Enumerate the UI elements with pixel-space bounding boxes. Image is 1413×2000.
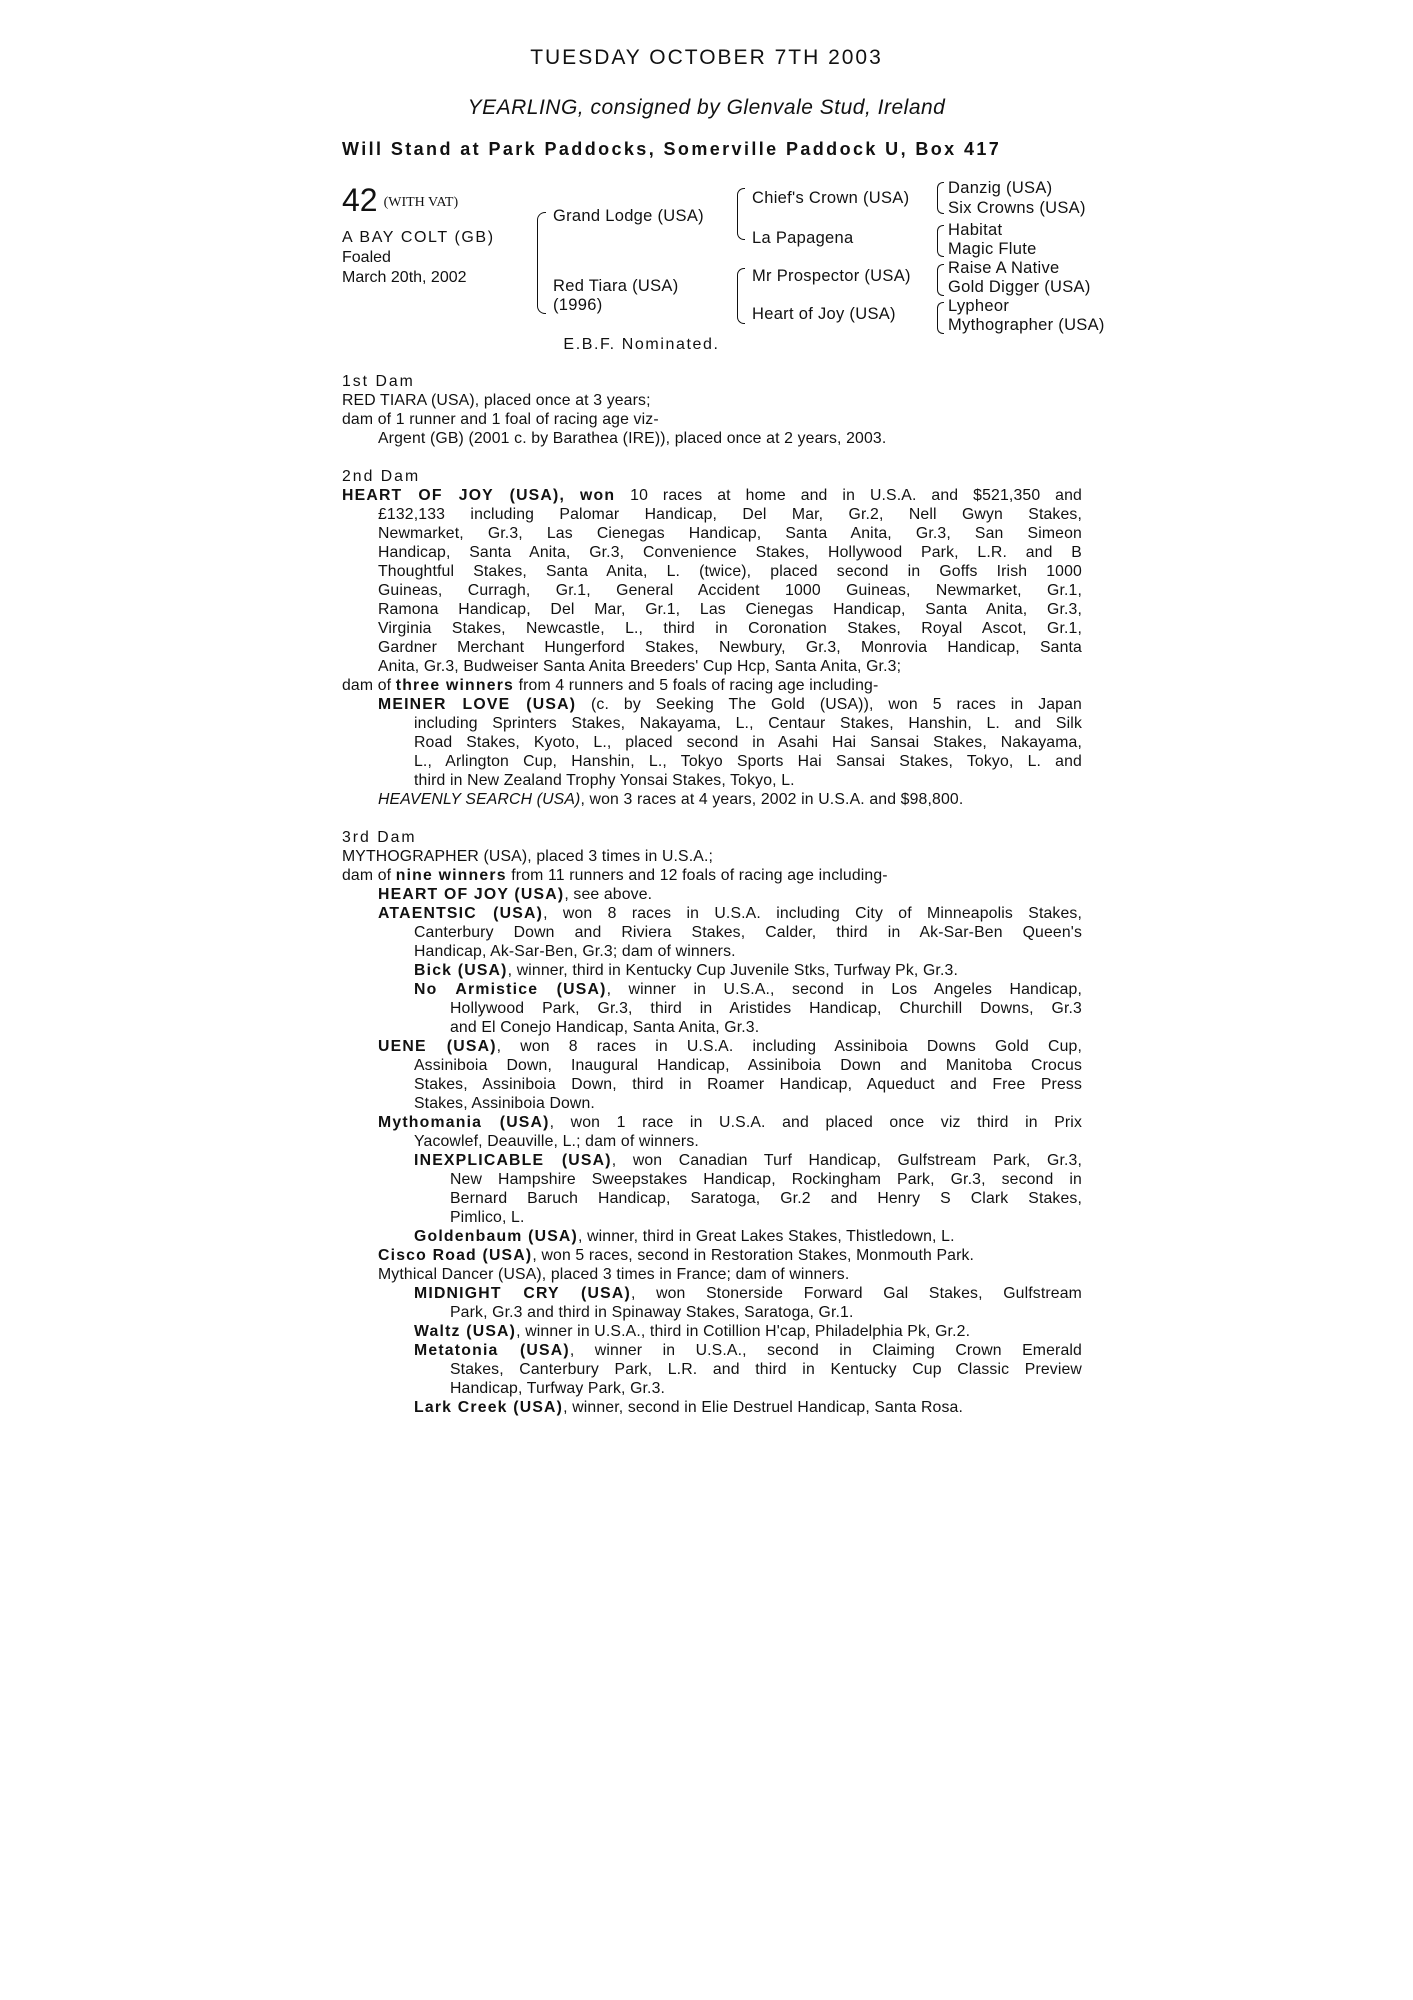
horse-name: No Armistice (USA) bbox=[414, 981, 607, 998]
second-dam-section bbox=[342, 467, 1082, 809]
text-line: Canterbury Down and Riviera Stakes, Calder, third in Ak-Sar-Ben Queen's bbox=[414, 924, 1082, 941]
text-line: Stakes, Canterbury Park, L.R. and third in Kentucky Cup Classic Preview bbox=[450, 1361, 1082, 1378]
text-line bbox=[342, 1341, 1082, 1360]
text-line: Assiniboia Down, Inaugural Handicap, Assiniboia Down and Manitoba Crocus bbox=[414, 1057, 1082, 1074]
text-run: , won 1 race in U.S.A. and placed once viz third in Prix bbox=[549, 1114, 1082, 1131]
pedigree-sire-sire: Chief's Crown (USA) bbox=[752, 189, 910, 207]
horse-name: HEAVENLY SEARCH (USA) bbox=[378, 791, 581, 808]
text-line bbox=[342, 676, 1082, 695]
text-line: Mythical Dancer (USA), placed 3 times in France; dam of winners. bbox=[378, 1266, 850, 1283]
text-line: Stakes, Assiniboia Down. bbox=[414, 1095, 595, 1112]
text-run: , see above. bbox=[564, 886, 653, 903]
foaled-block bbox=[342, 248, 467, 288]
text-line: L., Arlington Cup, Hanshin, L., Tokyo Sports Hai Sansai Stakes, Tokyo, L. and bbox=[414, 753, 1082, 770]
consignment-line: YEARLING, consigned by Glenvale Stud, Ireland bbox=[467, 96, 946, 119]
text-line bbox=[342, 1113, 1082, 1132]
horse-name: HEART OF JOY (USA) bbox=[378, 886, 565, 903]
text-line bbox=[342, 961, 1082, 980]
section-heading: 2nd Dam bbox=[342, 468, 421, 485]
text-line: Pimlico, L. bbox=[450, 1209, 525, 1226]
text-line: Guineas, Curragh, Gr.1, General Accident 1000 Guineas, Newmarket, Gr.1, bbox=[378, 582, 1082, 599]
horse-name: INEXPLICABLE (USA) bbox=[414, 1152, 612, 1169]
horse-name: Lark Creek (USA) bbox=[414, 1399, 564, 1416]
text-run: , winner, third in Kentucky Cup Juvenile Stks, Turfway Pk, Gr.3. bbox=[507, 962, 958, 979]
text-emphasis: nine winners bbox=[395, 867, 507, 884]
pedigree-sire: Grand Lodge (USA) bbox=[553, 207, 704, 225]
text-run: , won 8 races in U.S.A. including Assiniboia Downs Gold Cup, bbox=[496, 1038, 1082, 1055]
section-heading: 3rd Dam bbox=[342, 829, 417, 846]
lot-number-line bbox=[342, 182, 458, 219]
text-line bbox=[342, 1246, 1082, 1265]
text-line: RED TIARA (USA), placed once at 3 years; bbox=[342, 392, 651, 409]
text-line: Handicap, Ak-Sar-Ben, Gr.3; dam of winners. bbox=[414, 943, 736, 960]
bracket-sire bbox=[737, 188, 745, 240]
pedigree-g2: Six Crowns (USA) bbox=[948, 199, 1086, 217]
bracket-g2 bbox=[937, 225, 944, 257]
text-line bbox=[342, 1151, 1082, 1170]
text-run: from 4 runners and 5 foals of racing age including- bbox=[514, 677, 879, 694]
pedigree-dam: Red Tiara (USA) bbox=[553, 277, 679, 295]
text-line: New Hampshire Sweepstakes Handicap, Rockingham Park, Gr.3, second in bbox=[450, 1171, 1082, 1188]
text-line: £132,133 including Palomar Handicap, Del Mar, Gr.2, Nell Gwyn Stakes, bbox=[378, 506, 1082, 523]
text-line bbox=[342, 980, 1082, 999]
text-line: dam of 1 runner and 1 foal of racing age viz- bbox=[342, 411, 659, 428]
pedigree-g3: Habitat bbox=[948, 221, 1003, 239]
horse-name: Cisco Road (USA) bbox=[378, 1247, 533, 1264]
pedigree-g6: Gold Digger (USA) bbox=[948, 278, 1091, 296]
text-line bbox=[342, 1398, 1082, 1417]
text-run: , winner, third in Great Lakes Stakes, Thistledown, L. bbox=[578, 1228, 955, 1245]
lot-number: 42 bbox=[342, 182, 378, 218]
pedigree-g5: Raise A Native bbox=[948, 259, 1060, 277]
horse-name: ATAENTSIC (USA) bbox=[378, 905, 544, 922]
third-dam-section bbox=[342, 828, 1082, 1417]
text-line: Thoughtful Stakes, Santa Anita, L. (twice), placed second in Goffs Irish 1000 bbox=[378, 563, 1082, 580]
text-line: Anita, Gr.3, Budweiser Santa Anita Breeders' Cup Hcp, Santa Anita, Gr.3; bbox=[378, 658, 902, 675]
text-run: , won 5 races, second in Restoration Stakes, Monmouth Park. bbox=[532, 1247, 975, 1264]
text-line bbox=[342, 1227, 1082, 1246]
pedigree-g4: Magic Flute bbox=[948, 240, 1037, 258]
horse-name: Mythomania (USA) bbox=[378, 1114, 550, 1131]
text-line: and El Conejo Handicap, Santa Anita, Gr.3. bbox=[450, 1019, 760, 1036]
text-line: Handicap, Turfway Park, Gr.3. bbox=[450, 1380, 666, 1397]
text-line: MYTHOGRAPHER (USA), placed 3 times in U.S.A.; bbox=[342, 848, 714, 865]
text-run: 10 races at home and in U.S.A. and $521,350 and bbox=[615, 487, 1082, 504]
bracket-dam bbox=[737, 268, 745, 324]
text-line: Gardner Merchant Hungerford Stakes, Newbury, Gr.3, Monrovia Handicap, Santa bbox=[378, 639, 1082, 656]
text-line bbox=[342, 1037, 1082, 1056]
pedigree-g8: Mythographer (USA) bbox=[948, 316, 1105, 334]
horse-name: MIDNIGHT CRY (USA) bbox=[414, 1285, 631, 1302]
horse-name: Bick (USA) bbox=[414, 962, 508, 979]
vat-note: (WITH VAT) bbox=[383, 194, 459, 210]
text-line: Bernard Baruch Handicap, Saratoga, Gr.2 and Henry S Clark Stakes, bbox=[450, 1190, 1082, 1207]
horse-name: Goldenbaum (USA) bbox=[414, 1228, 579, 1245]
lot-description: A BAY COLT (GB) bbox=[342, 229, 495, 246]
stand-location: Will Stand at Park Paddocks, Somerville Paddock U, Box 417 bbox=[342, 139, 1002, 159]
text-run: (c. by Seeking The Gold (USA)), won 5 races in Japan bbox=[576, 696, 1082, 713]
sale-date: TUESDAY OCTOBER 7TH 2003 bbox=[530, 46, 883, 69]
first-dam-section bbox=[342, 372, 1082, 448]
bracket-g1 bbox=[937, 182, 944, 214]
text-run: dam of bbox=[342, 677, 396, 694]
text-line: Argent (GB) (2001 c. by Barathea (IRE)), placed once at 2 years, 2003. bbox=[378, 430, 887, 447]
text-line: Stakes, Assiniboia Down, third in Roamer Handicap, Aqueduct and Free Press bbox=[414, 1076, 1082, 1093]
text-run: , winner in U.S.A., second in Claiming Crown Emerald bbox=[569, 1342, 1082, 1359]
text-line bbox=[342, 1322, 1082, 1341]
text-run: , won Canadian Turf Handicap, Gulfstream Park, Gr.3, bbox=[611, 1152, 1082, 1169]
text-line: Road Stakes, Kyoto, L., placed second in Asahi Hai Sansai Stakes, Nakayama, bbox=[414, 734, 1082, 751]
horse-name: HEART OF JOY (USA), bbox=[342, 487, 566, 504]
foaled-label: Foaled bbox=[342, 249, 391, 266]
text-run: , won Stonerside Forward Gal Stakes, Gulfstream bbox=[630, 1285, 1082, 1302]
horse-name: UENE (USA) bbox=[378, 1038, 497, 1055]
text-line: Handicap, Santa Anita, Gr.3, Convenience Stakes, Hollywood Park, L.R. and B bbox=[378, 544, 1082, 561]
pedigree-dam-dam: Heart of Joy (USA) bbox=[752, 305, 896, 323]
text-run: , won 3 races at 4 years, 2002 in U.S.A. and $98,800. bbox=[580, 791, 964, 808]
text-line: including Sprinters Stakes, Nakayama, L., Centaur Stakes, Hanshin, L. and Silk bbox=[414, 715, 1082, 732]
text-emphasis: three winners bbox=[395, 677, 515, 694]
pedigree-g7: Lypheor bbox=[948, 297, 1010, 315]
bracket-g4 bbox=[937, 302, 944, 334]
text-line bbox=[342, 904, 1082, 923]
text-run: , winner in U.S.A., third in Cotillion H'cap, Philadelphia Pk, Gr.2. bbox=[516, 1323, 971, 1340]
text-line: third in New Zealand Trophy Yonsai Stakes, Tokyo, L. bbox=[414, 772, 795, 789]
text-line bbox=[342, 885, 1082, 904]
foaled-date: March 20th, 2002 bbox=[342, 269, 467, 286]
pedigree-notes bbox=[342, 372, 1082, 1417]
text-line bbox=[342, 695, 1082, 714]
pedigree-g1: Danzig (USA) bbox=[948, 179, 1053, 197]
pedigree-dam-year: (1996) bbox=[553, 296, 603, 314]
text-line: Park, Gr.3 and third in Spinaway Stakes, Saratoga, Gr.1. bbox=[450, 1304, 854, 1321]
pedigree-sire-dam: La Papagena bbox=[752, 229, 854, 247]
ebf-note: E.B.F. Nominated. bbox=[563, 336, 720, 353]
text-line: Ramona Handicap, Del Mar, Gr.1, Las Cienegas Handicap, Santa Anita, Gr.3, bbox=[378, 601, 1082, 618]
horse-name: Metatonia (USA) bbox=[414, 1342, 570, 1359]
text-run: , winner, second in Elie Destruel Handicap, Santa Rosa. bbox=[563, 1399, 964, 1416]
bracket-main bbox=[537, 212, 546, 314]
text-line bbox=[342, 1284, 1082, 1303]
text-line bbox=[342, 486, 1082, 505]
bracket-g3 bbox=[937, 264, 944, 296]
text-line bbox=[342, 866, 1082, 885]
text-run: , won 8 races in U.S.A. including City of Minneapolis Stakes, bbox=[543, 905, 1082, 922]
text-emphasis: won bbox=[580, 487, 616, 504]
text-line: Yacowlef, Deauville, L.; dam of winners. bbox=[414, 1133, 699, 1150]
text-run: from 11 runners and 12 foals of racing age including- bbox=[506, 867, 888, 884]
text-line: Newmarket, Gr.3, Las Cienegas Handicap, Santa Anita, Gr.3, San Simeon bbox=[378, 525, 1082, 542]
text-line: Hollywood Park, Gr.3, third in Aristides Handicap, Churchill Downs, Gr.3 bbox=[450, 1000, 1082, 1017]
section-heading: 1st Dam bbox=[342, 373, 415, 390]
text-run: dam of bbox=[342, 867, 396, 884]
text-run: , winner in U.S.A., second in Los Angeles Handicap, bbox=[606, 981, 1082, 998]
text-line bbox=[342, 790, 1082, 809]
text-line: Virginia Stakes, Newcastle, L., third in Coronation Stakes, Royal Ascot, Gr.1, bbox=[378, 620, 1082, 637]
horse-name: MEINER LOVE (USA) bbox=[378, 696, 577, 713]
pedigree-dam-sire: Mr Prospector (USA) bbox=[752, 267, 911, 285]
horse-name: Waltz (USA) bbox=[414, 1323, 517, 1340]
